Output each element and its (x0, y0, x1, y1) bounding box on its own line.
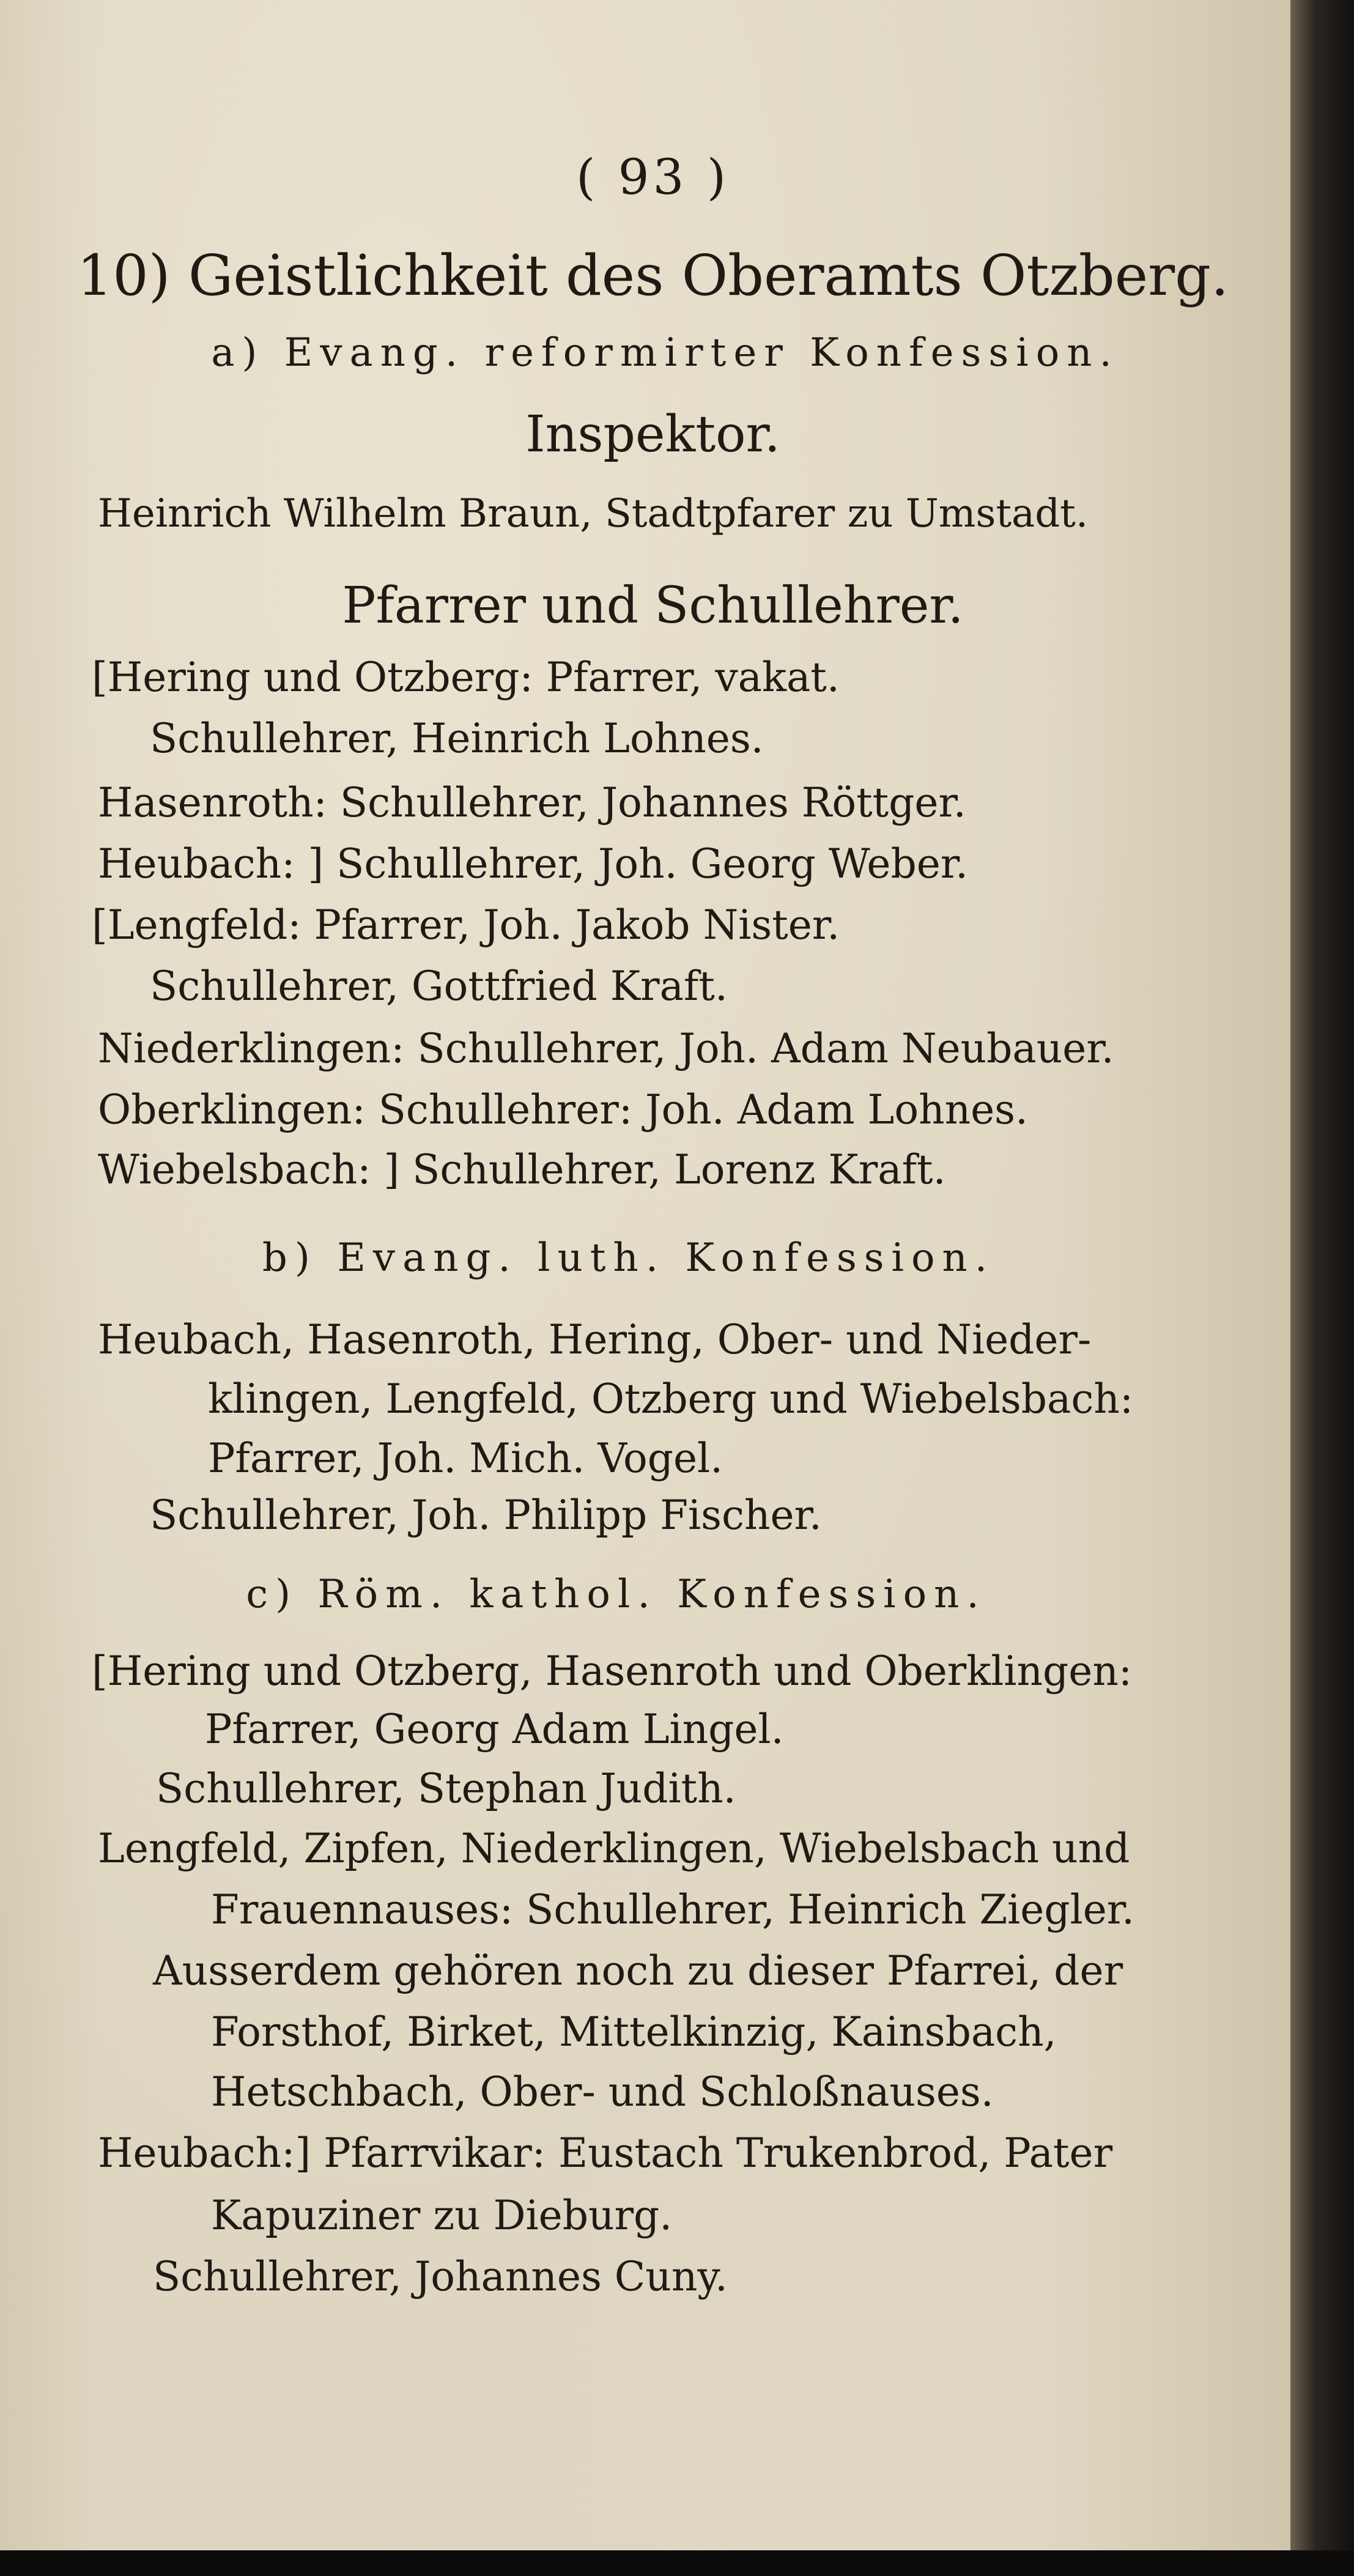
inspektor-title: Inspektor. (525, 405, 780, 464)
entry-line: [Hering und Otzberg: Pfarrer, vakat. (92, 654, 840, 701)
page-number: ( 93 ) (575, 149, 730, 205)
entry-line: [Hering und Otzberg, Hasenroth und Oberklingen: (92, 1648, 1133, 1695)
section-a-title: a) Evang. reformirter Konfession. (211, 330, 1119, 376)
entry-line: Niederklingen: Schullehrer, Joh. Adam Neubauer. (98, 1025, 1114, 1072)
entry-line: Pfarrer, Joh. Mich. Vogel. (208, 1435, 723, 1482)
entry-line: Pfarrer, Georg Adam Lingel. (205, 1706, 784, 1753)
pfarrer-title: Pfarrer und Schullehrer. (342, 577, 964, 635)
entry-line: Heubach: ] Schullehrer, Joh. Georg Weber. (98, 840, 969, 887)
entry-line: Schullehrer, Gottfried Kraft. (150, 963, 728, 1010)
entry-line: Lengfeld, Zipfen, Niederklingen, Wiebelsbach und (98, 1825, 1130, 1872)
entry-line: klingen, Lengfeld, Otzberg und Wiebelsbach: (208, 1375, 1134, 1423)
entry-line: Schullehrer, Joh. Philipp Fischer. (150, 1492, 822, 1539)
entry-line: Wiebelsbach: ] Schullehrer, Lorenz Kraft. (98, 1146, 946, 1193)
entry-line: Forsthof, Birket, Mittelkinzig, Kainsbach, (211, 2008, 1057, 2056)
entry-line: Schullehrer, Johannes Cuny. (153, 2253, 728, 2300)
entry-line: Kapuziner zu Dieburg. (211, 2192, 673, 2239)
entry-line: Heubach:] Pfarrvikar: Eustach Trukenbrod, Pater (98, 2130, 1113, 2177)
book-spine (1290, 0, 1354, 2576)
entry-line: Schullehrer, Heinrich Lohnes. (150, 715, 764, 762)
entry-line: Oberklingen: Schullehrer: Joh. Adam Lohnes. (98, 1086, 1029, 1133)
entry-line: Hasenroth: Schullehrer, Johannes Röttger. (98, 779, 966, 826)
section-b-title: b) Evang. luth. Konfession. (262, 1235, 995, 1281)
entry-line: [Lengfeld: Pfarrer, Joh. Jakob Nister. (92, 901, 840, 949)
page-bottom-shadow (0, 2550, 1354, 2576)
section-c-title: c) Röm. kathol. Konfession. (246, 1572, 986, 1617)
entry-line: Schullehrer, Stephan Judith. (156, 1765, 736, 1812)
inspektor-line: Heinrich Wilhelm Braun, Stadtpfarer zu Umstadt. (98, 491, 1089, 536)
entry-line: Heubach, Hasenroth, Hering, Ober- und Nieder- (98, 1316, 1092, 1363)
entry-line: Ausserdem gehören noch zu dieser Pfarrei, der (153, 1947, 1123, 1994)
entry-line: Frauennauses: Schullehrer, Heinrich Ziegler. (211, 1886, 1135, 1933)
entry-line: Hetschbach, Ober- und Schloßnauses. (211, 2068, 994, 2115)
page-heading: 10) Geistlichkeit des Oberamts Otzberg. (76, 243, 1229, 308)
